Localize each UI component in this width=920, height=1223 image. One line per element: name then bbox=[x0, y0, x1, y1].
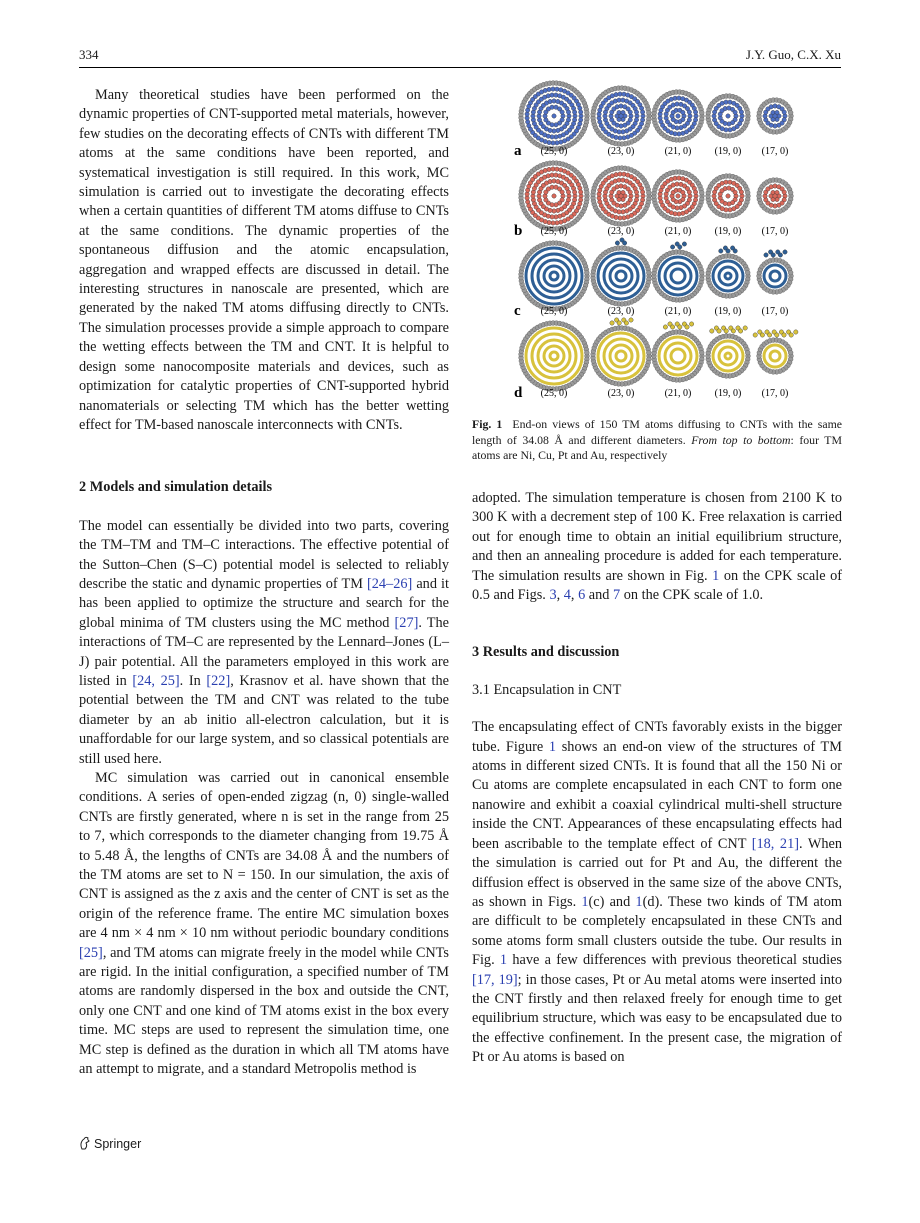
metal-atom bbox=[610, 118, 614, 122]
metal-atom bbox=[693, 110, 697, 114]
running-header bbox=[79, 47, 841, 69]
metal-atom bbox=[525, 112, 529, 116]
header-rule bbox=[79, 67, 841, 68]
panel-letter: b bbox=[514, 223, 523, 239]
metal-atom bbox=[560, 110, 564, 114]
metal-atom bbox=[733, 110, 737, 114]
metal-atom bbox=[618, 216, 622, 220]
metal-shell bbox=[719, 347, 737, 365]
carbon-atom bbox=[745, 270, 750, 275]
subsection-3-1-heading: 3.1 Encapsulation in CNT bbox=[472, 681, 622, 698]
carbon-atom bbox=[699, 190, 704, 195]
metal-atom bbox=[712, 198, 716, 202]
metal-atom bbox=[773, 204, 777, 208]
metal-atom bbox=[773, 194, 777, 198]
metal-atom bbox=[664, 196, 668, 200]
metal-atom bbox=[525, 200, 529, 204]
ref-22[interactable]: [22] bbox=[206, 672, 231, 689]
metal-shell bbox=[550, 352, 558, 360]
metal-atom bbox=[773, 124, 777, 128]
metal-atom bbox=[543, 114, 547, 118]
metal-atom bbox=[622, 241, 626, 245]
metal-atom bbox=[543, 194, 547, 198]
chirality-label: (17, 0) bbox=[761, 306, 789, 317]
metal-atom bbox=[572, 190, 576, 194]
metal-atom bbox=[579, 114, 583, 118]
mc-paragraph: MC simulation was carried out in canonical ensemble conditions. A series of open-ended zigzag (n, 0) single-walled CNTs are firstly generated, where n is set in the range from 25 to 7, which corresponds to the diameter changing from 19.75 Å to 5.48 Å, the lengths of CNTs are 34.08 Å and the numbers of the TM atoms are set to N = 150. In our simulation, the axis of CNT is assigned as the z axis and the center of CNT is set as the origin of the reference frame. The entire MC simulation boxes are 4 nm × 4 nm × 10 nm without periodic boundary conditions [25], and TM atoms can migrate freely in the model while CNTs are rigid. In the initial configuration, a specified number of TM atoms are randomly dispersed in the box and outside the CNT, only one CNT and one kind of TM atoms exist in the box every time. MC steps are used to represent the simulation time, one MC step is defined as the duration in which all TM atoms have an attempt to migrate, and a standard Metropolis method is bbox=[79, 770, 449, 1078]
metal-atom bbox=[634, 110, 638, 114]
metal-atom bbox=[689, 322, 693, 326]
metal-atom bbox=[728, 208, 732, 212]
metal-atom bbox=[617, 321, 621, 325]
metal-atom bbox=[738, 329, 742, 333]
metal-atom bbox=[717, 329, 721, 333]
metal-shell bbox=[764, 345, 786, 367]
metal-atom bbox=[670, 245, 674, 249]
metal-atom bbox=[726, 249, 730, 253]
carbon-atom bbox=[646, 350, 651, 355]
metal-atom bbox=[783, 250, 787, 254]
metal-atom bbox=[773, 184, 777, 188]
metal-atom bbox=[676, 114, 680, 118]
metal-atom bbox=[544, 118, 548, 122]
metal-atom bbox=[579, 190, 583, 194]
carbon-atom bbox=[584, 350, 589, 355]
metal-atom bbox=[614, 172, 618, 176]
metal-atom bbox=[615, 105, 619, 109]
metal-atom bbox=[554, 203, 558, 207]
metal-atom bbox=[615, 241, 619, 245]
metal-atom bbox=[525, 192, 529, 196]
metal-atom bbox=[685, 325, 689, 329]
metal-atom bbox=[629, 114, 633, 118]
metal-atom bbox=[719, 249, 723, 253]
metal-atom bbox=[615, 185, 619, 189]
metal-atom bbox=[739, 110, 743, 114]
metal-atom bbox=[687, 190, 691, 194]
metal-shell bbox=[671, 349, 685, 363]
metal-atom bbox=[688, 194, 692, 198]
carbon-atom bbox=[584, 110, 589, 115]
fig-1-link[interactable]: 1 bbox=[548, 738, 557, 755]
metal-shell bbox=[526, 328, 582, 384]
metal-atom bbox=[619, 104, 623, 108]
metal-atom bbox=[597, 116, 601, 120]
ref-17-19[interactable]: [17, 19] bbox=[472, 971, 518, 988]
metal-atom bbox=[640, 110, 644, 114]
models-paragraph: The model can essentially be divided into two parts, covering the TM–TM and TM–C interactions. The effective potential of the Sutton–Chen (S–C) potential model is selected to reliably describe the static and dynamic properties of TM [24–26] and it has been applied to optimize the structure and search for the global minima of TM clusters using the MC method [27]. The interactions of TM–C are represented by the Lennard–Jones (L–J) pair potential. All the parameters employed in this work are listed in [24, 25]. In [22], Krasnov et al. have shown that the potential between the TM and CNT was related to the tube diameter by an ab initio all-electron calculation, but it is unaffordable for our large system, and so classical potentials are still used here. bbox=[79, 517, 449, 767]
carbon-atom bbox=[646, 270, 651, 275]
chirality-label: (25, 0) bbox=[540, 226, 568, 237]
metal-atom bbox=[733, 190, 737, 194]
metal-shell bbox=[610, 265, 632, 287]
carbon-atom bbox=[699, 270, 704, 275]
carbon-atom bbox=[584, 190, 589, 195]
metal-atom bbox=[525, 196, 529, 200]
metal-atom bbox=[726, 194, 730, 198]
metal-atom bbox=[731, 329, 735, 333]
figure-1-caption: Fig. 1 End-on views of 150 TM atoms diffusing to CNTs with the same length of 34.08 Å and different diameters. From top to bottom: four TM atoms are Ni, Cu, Pt and Au, respectively bbox=[472, 417, 843, 462]
metal-atom bbox=[597, 112, 601, 116]
carbon-atom bbox=[699, 110, 704, 115]
metal-atom bbox=[609, 194, 613, 198]
metal-atom bbox=[561, 114, 565, 118]
metal-atom bbox=[619, 204, 623, 208]
chirality-label: (25, 0) bbox=[540, 306, 568, 317]
metal-atom bbox=[619, 114, 623, 118]
metal-atom bbox=[559, 140, 563, 144]
metal-atom bbox=[777, 203, 781, 207]
metal-atom bbox=[783, 114, 787, 118]
metal-atom bbox=[712, 118, 716, 122]
metal-shell bbox=[550, 272, 558, 280]
metal-atom bbox=[688, 114, 692, 118]
ref-24-26[interactable]: [24–26] bbox=[366, 575, 413, 592]
metal-atom bbox=[551, 221, 555, 225]
metal-shell bbox=[544, 266, 564, 286]
fig-3-link[interactable]: 3 bbox=[549, 587, 557, 604]
chirality-label: (21, 0) bbox=[664, 146, 692, 157]
left-column bbox=[79, 86, 449, 1080]
carbon-atom bbox=[788, 350, 793, 355]
chirality-label: (25, 0) bbox=[540, 388, 568, 399]
figure-1-image bbox=[514, 80, 808, 408]
metal-atom bbox=[771, 253, 775, 257]
fig-7-link[interactable]: 7 bbox=[613, 587, 621, 604]
publisher-footer: Springer bbox=[79, 1136, 141, 1151]
chirality-label: (23, 0) bbox=[607, 226, 635, 237]
metal-atom bbox=[552, 194, 556, 198]
ref-27[interactable]: [27] bbox=[394, 614, 419, 631]
metal-atom bbox=[663, 325, 667, 329]
fig-1-link[interactable]: 1 bbox=[712, 567, 720, 584]
metal-atom bbox=[551, 167, 555, 171]
metal-shell bbox=[671, 269, 685, 283]
page-number: 334 bbox=[79, 47, 99, 62]
metal-atom bbox=[579, 118, 583, 122]
springer-horse-icon bbox=[79, 1136, 91, 1150]
method-continuation: adopted. The simulation temperature is chosen from 2100 K to 300 K with a decrement step of 100 K. Free relaxation is carried out for enough time to obtain an initial equilibrium structure, and then an annealing procedure is added for each temperature. The simulation results are shown in Fig. 1 on the CPK scale of 0.5 and Figs. 3, 4, 6 and 7 on the CPK scale of 1.0. bbox=[472, 490, 842, 604]
metal-atom bbox=[664, 116, 668, 120]
metal-atom bbox=[578, 186, 582, 190]
metal-atom bbox=[578, 106, 582, 110]
metal-atom bbox=[724, 329, 728, 333]
metal-atom bbox=[618, 92, 622, 96]
metal-atom bbox=[555, 167, 559, 171]
panel-letter: a bbox=[514, 143, 522, 159]
metal-atom bbox=[550, 105, 554, 109]
metal-atom bbox=[629, 318, 633, 322]
carbon-atom bbox=[788, 270, 793, 275]
carbon-atom bbox=[584, 270, 589, 275]
metal-atom bbox=[566, 190, 570, 194]
metal-atom bbox=[618, 172, 622, 176]
metal-atom bbox=[640, 190, 644, 194]
metal-atom bbox=[679, 125, 683, 129]
metal-atom bbox=[681, 110, 685, 114]
ref-18-21[interactable]: [18, 21] bbox=[751, 835, 799, 852]
metal-shell bbox=[764, 265, 786, 287]
metal-atom bbox=[544, 198, 548, 202]
section-3-heading: 3 Results and discussion bbox=[472, 644, 620, 661]
carbon-atom bbox=[646, 110, 651, 115]
metal-atom bbox=[624, 321, 628, 325]
fig-6-link[interactable]: 6 bbox=[578, 587, 586, 604]
metal-atom bbox=[525, 116, 529, 120]
metal-atom bbox=[547, 167, 551, 171]
carbon-atom bbox=[745, 190, 750, 195]
carbon-atom bbox=[699, 350, 704, 355]
metal-atom bbox=[579, 194, 583, 198]
metal-atom bbox=[554, 123, 558, 127]
metal-atom bbox=[675, 182, 679, 186]
running-authors: J.Y. Guo, C.X. Xu bbox=[745, 47, 841, 62]
metal-atom bbox=[610, 321, 614, 325]
metal-atom bbox=[743, 326, 747, 330]
metal-atom bbox=[733, 249, 737, 253]
metal-atom bbox=[687, 110, 691, 114]
carbon-atom bbox=[788, 110, 793, 115]
metal-atom bbox=[551, 87, 555, 91]
metal-atom bbox=[767, 333, 771, 337]
metal-atom bbox=[726, 114, 730, 118]
chirality-label: (21, 0) bbox=[664, 226, 692, 237]
metal-atom bbox=[623, 203, 627, 207]
panel-letter: c bbox=[514, 303, 521, 319]
metal-atom bbox=[782, 190, 786, 194]
metal-atom bbox=[773, 114, 777, 118]
metal-atom bbox=[597, 196, 601, 200]
metal-atom bbox=[550, 185, 554, 189]
metal-atom bbox=[740, 114, 744, 118]
chirality-label: (19, 0) bbox=[714, 306, 742, 317]
metal-atom bbox=[597, 192, 601, 196]
chirality-label: (17, 0) bbox=[761, 226, 789, 237]
metal-atom bbox=[579, 110, 583, 114]
metal-atom bbox=[676, 194, 680, 198]
metal-atom bbox=[641, 194, 645, 198]
metal-atom bbox=[619, 124, 623, 128]
metal-atom bbox=[764, 198, 768, 202]
metal-atom bbox=[710, 329, 714, 333]
metal-atom bbox=[559, 220, 563, 224]
metal-shell bbox=[526, 248, 582, 304]
metal-shell bbox=[616, 351, 626, 361]
metal-atom bbox=[619, 194, 623, 198]
metal-atom bbox=[764, 253, 768, 257]
chirality-label: (19, 0) bbox=[714, 226, 742, 237]
carbon-atom bbox=[788, 190, 793, 195]
metal-atom bbox=[763, 194, 767, 198]
chirality-label: (23, 0) bbox=[607, 306, 635, 317]
chirality-label: (21, 0) bbox=[664, 306, 692, 317]
metal-shell bbox=[770, 351, 780, 361]
chirality-label: (19, 0) bbox=[714, 388, 742, 399]
metal-atom bbox=[678, 245, 682, 249]
intro-paragraph: Many theoretical studies have been performed on the dynamic properties of CNT-supported metal materials, however, few studies on the decorating effects of CNTs with different TM atoms at the same conditions have been reported, and systematical investigation is still required. In this work, MC simulation is carried out to investigate the decorating effects when a certain quantities of different TM atoms diffuse to CNTs at the same conditions. The dynamic properties of the spontaneous diffusion and the atomic encapsulation, aggregation and wrapped effects are discussed in detail. The interesting structures in nanoscale are presented, which are generated by the naked TM atoms diffusing directly to CNTs. The simulation processes provide a simple approach to compare the wetting effects between the TM and CNT. It is helpful to design some nanocomposite materials and devices, such as optimization for catalytic properties of CNT-supported hybrid nanomaterials or selecting TM which has the better wetting effect for TM-based nanoscale interconnects with CNTs. bbox=[79, 87, 449, 433]
panel-letter: d bbox=[514, 385, 523, 401]
metal-atom bbox=[572, 110, 576, 114]
metal-atom bbox=[675, 102, 679, 106]
metal-atom bbox=[598, 200, 602, 204]
metal-atom bbox=[739, 190, 743, 194]
fig-4-link[interactable]: 4 bbox=[563, 587, 571, 604]
chirality-label: (23, 0) bbox=[607, 146, 635, 157]
metal-atom bbox=[794, 330, 798, 334]
metal-atom bbox=[778, 253, 782, 257]
metal-atom bbox=[760, 333, 764, 337]
metal-atom bbox=[609, 114, 613, 118]
metal-atom bbox=[679, 205, 683, 209]
metal-atom bbox=[614, 92, 618, 96]
fig-1c-link[interactable]: 1 bbox=[581, 893, 589, 910]
metal-atom bbox=[764, 118, 768, 122]
metal-atom bbox=[728, 128, 732, 132]
metal-atom bbox=[789, 333, 793, 337]
chirality-label: (17, 0) bbox=[761, 388, 789, 399]
metal-atom bbox=[579, 198, 583, 202]
metal-atom bbox=[560, 190, 564, 194]
metal-atom bbox=[634, 190, 638, 194]
metal-atom bbox=[753, 333, 757, 337]
chirality-label: (23, 0) bbox=[607, 388, 635, 399]
metal-atom bbox=[724, 100, 728, 104]
metal-shell bbox=[665, 263, 691, 289]
metal-atom bbox=[629, 194, 633, 198]
metal-atom bbox=[681, 190, 685, 194]
chirality-label: (19, 0) bbox=[714, 146, 742, 157]
metal-shell bbox=[544, 346, 564, 366]
metal-atom bbox=[775, 333, 779, 337]
metal-atom bbox=[547, 87, 551, 91]
fig-1d-link[interactable]: 1 bbox=[635, 893, 643, 910]
metal-shell bbox=[610, 345, 632, 367]
metal-shell bbox=[719, 267, 737, 285]
metal-atom bbox=[618, 136, 622, 140]
right-column bbox=[472, 489, 842, 1068]
metal-atom bbox=[525, 120, 529, 124]
metal-atom bbox=[555, 87, 559, 91]
section-2-heading: 2 Models and simulation details bbox=[79, 479, 273, 496]
metal-atom bbox=[693, 190, 697, 194]
metal-shell bbox=[725, 273, 731, 279]
metal-atom bbox=[712, 194, 716, 198]
metal-atom bbox=[552, 114, 556, 118]
metal-atom bbox=[769, 185, 773, 189]
metal-atom bbox=[555, 221, 559, 225]
fig-1-link[interactable]: 1 bbox=[499, 952, 508, 969]
metal-atom bbox=[777, 123, 781, 127]
metal-atom bbox=[783, 194, 787, 198]
metal-atom bbox=[763, 114, 767, 118]
ref-24-25[interactable]: [24, 25] bbox=[132, 672, 180, 689]
metal-atom bbox=[782, 110, 786, 114]
metal-atom bbox=[682, 242, 686, 246]
metal-shell bbox=[665, 343, 691, 369]
metal-atom bbox=[641, 114, 645, 118]
metal-atom bbox=[724, 180, 728, 184]
metal-atom bbox=[623, 123, 627, 127]
metal-atom bbox=[628, 110, 632, 114]
metal-atom bbox=[670, 325, 674, 329]
encapsulation-paragraph: The encapsulating effect of CNTs favorably exists in the bigger tube. Figure 1 shows an end-on view of the structures of TM atoms in different sized CNTs. It is found that all the 150 Ni or Cu atoms are complete encapsulated in each CNT to form one nanowire and exhibit a coaxial cylindrical multi-shell structure inside the CNT. Appearances of these encapsulating effects had been ascribable to the template effect of CNT [18, 21]. When the simulation is carried out for Pt and Au, the different the diffusion effect is observed in the same size of the above CNTs, as shown in Figs. 1(c) and 1(d). These two kinds of TM atom are difficult to be completely encapsulated in these CNTs and some atoms form small clusters outside the tube. Our results in Fig. 1 have a few differences with previous theoretical studies [17, 19]; in those cases, Pt or Au metal atoms were inserted into the CNT firstly and then relaxed freely for enough time to get equilibrium structure, which was easy to be encapsulated due to the effective confinement. In the present case, the migration of Pt or Au atoms is based on bbox=[472, 719, 842, 1066]
chirality-label: (21, 0) bbox=[664, 388, 692, 399]
metal-atom bbox=[712, 114, 716, 118]
metal-atom bbox=[782, 333, 786, 337]
metal-shell bbox=[616, 271, 626, 281]
carbon-atom bbox=[745, 110, 750, 115]
metal-atom bbox=[598, 120, 602, 124]
metal-atom bbox=[610, 198, 614, 202]
metal-shell bbox=[725, 353, 731, 359]
metal-atom bbox=[678, 325, 682, 329]
metal-atom bbox=[769, 105, 773, 109]
metal-atom bbox=[619, 184, 623, 188]
metal-shell bbox=[770, 271, 780, 281]
metal-atom bbox=[628, 190, 632, 194]
metal-atom bbox=[740, 194, 744, 198]
metal-atom bbox=[773, 104, 777, 108]
metal-atom bbox=[551, 141, 555, 145]
metal-atom bbox=[555, 141, 559, 145]
chirality-label: (17, 0) bbox=[761, 146, 789, 157]
chirality-label: (25, 0) bbox=[540, 146, 568, 157]
carbon-atom bbox=[646, 190, 651, 195]
metal-atom bbox=[566, 110, 570, 114]
carbon-atom bbox=[745, 350, 750, 355]
metal-atom bbox=[561, 194, 565, 198]
metal-atom bbox=[622, 216, 626, 220]
ref-25[interactable]: [25] bbox=[79, 944, 103, 961]
metal-atom bbox=[622, 136, 626, 140]
